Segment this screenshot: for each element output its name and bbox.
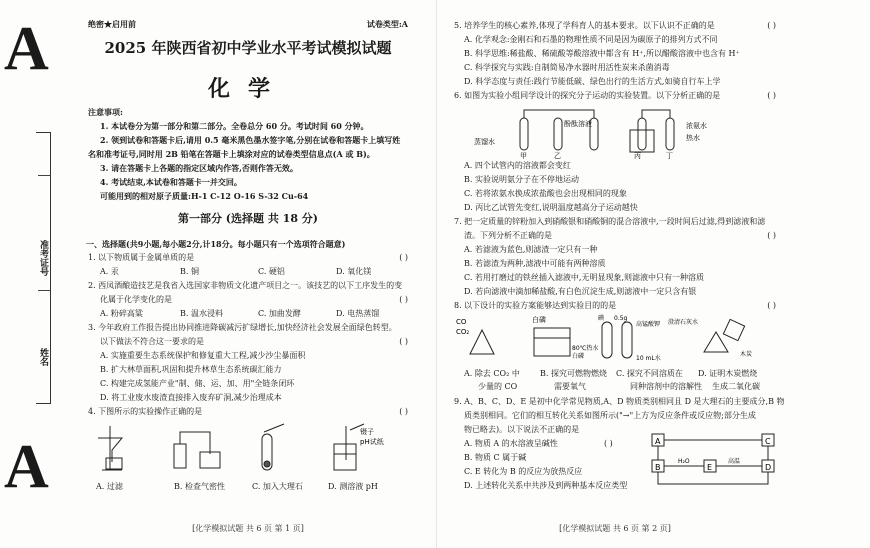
- q9-option-d[interactable]: D. 上述转化关系中共涉及到两种基本反应类型: [464, 481, 628, 490]
- q9-diagram: [652, 434, 774, 492]
- q5-option-a[interactable]: A. 化学观念:金刚石和石墨的物理性质不同是因为碳原子的排列方式不同: [464, 35, 718, 44]
- q5-option-b[interactable]: B. 科学思维:稀盐酸、稀硫酸等酸溶液中都含有 H⁺,所以醋酸溶液中也含有 H⁺: [464, 49, 740, 58]
- note-2b: 名和准考证号,同时用 2B 铅笔在答题卡上填涂对应的试卷类型信息点(A 或 B)。: [88, 149, 375, 159]
- filtration-figure: [98, 426, 122, 470]
- q7-stem-line2: 渣。下列分析不正确的是: [464, 231, 552, 240]
- q4-option-b[interactable]: B. 检查气密性: [174, 482, 225, 491]
- q4-option-a[interactable]: A. 过滤: [96, 482, 123, 491]
- q7-bracket: ( ): [767, 231, 776, 240]
- watermark-letter-bottom: A: [4, 433, 49, 501]
- atomic-masses: 可能用到的相对原子质量:H-1 C-12 O-16 S-32 Cu-64: [100, 191, 309, 201]
- q9-bracket: ( ): [604, 439, 613, 448]
- q8-label-white-phosphorus: 白磷: [532, 316, 546, 324]
- q1-option-b[interactable]: B. 铜: [180, 267, 199, 276]
- q3-option-d[interactable]: D. 将工业废水废渣直接排入废弃矿洞,减少治理成本: [100, 393, 282, 402]
- q3-option-a[interactable]: A. 实施重要生态系统保护和修复重大工程,减少沙尘暴面积: [100, 351, 306, 360]
- note-3: 3. 请在答题卡上各题的指定区域内作答,否则作答无效。: [100, 163, 298, 173]
- q8-option-c-cont: 同种溶剂中的溶解性: [630, 382, 702, 391]
- q4-ph-paper-label: pH试纸: [360, 438, 384, 446]
- q6-label-tube-3: 丙: [634, 152, 641, 160]
- q7-option-a[interactable]: A. 若滤液为蓝色,则滤渣一定只有一种: [464, 245, 598, 254]
- exam-title: 2025 年陕西省初中学业水平考试模拟试题: [104, 39, 392, 57]
- q4-option-c[interactable]: C. 加入大理石: [252, 482, 303, 491]
- q6-apparatus: [454, 104, 776, 158]
- q8-label-iodine: 碘: [598, 315, 605, 322]
- q7-option-d[interactable]: D. 若向滤液中滴加稀盐酸,有白色沉淀生成,则滤液中一定只含有银: [464, 287, 697, 296]
- q9-node-c: C: [765, 437, 771, 446]
- q3-bracket: ( ): [399, 337, 408, 346]
- q8-bracket: ( ): [767, 301, 776, 310]
- q8-apparatus: [454, 314, 776, 366]
- note-4: 4. 考试结束,本试卷和答题卡一并交回。: [100, 177, 242, 187]
- q8-option-b[interactable]: B. 探究可燃物燃烧: [540, 369, 607, 378]
- q8-label-hot-water: 80℃热水: [572, 345, 599, 352]
- q9-stem-line3: 物已略去)。以下说法不正确的是: [464, 425, 580, 434]
- exam-number-label: 准考证号: [38, 240, 48, 276]
- q6-label-hot-water: 热水: [686, 134, 700, 142]
- q5-bracket: ( ): [767, 21, 776, 30]
- q8-label-charcoal: 木炭: [740, 351, 753, 358]
- q8-option-c[interactable]: C. 探究不同溶质在: [616, 369, 683, 378]
- q1-option-c[interactable]: C. 硬铝: [258, 267, 285, 276]
- q5-option-c[interactable]: C. 科学探究与实践:自制简易净水器时用活性炭来杀菌消毒: [464, 63, 670, 72]
- section-intro: 一、选择题(共9小题,每小题2分,计18分。每小题只有一个选项符合题意): [86, 239, 346, 249]
- q6-label-water: 蒸馏水: [474, 138, 495, 146]
- q9-node-e: E: [707, 463, 713, 472]
- q6-label-tube-4: 丁: [666, 152, 673, 160]
- q6-option-b[interactable]: B. 实验说明氨分子在不停地运动: [464, 175, 579, 184]
- q8-label-co2: CO₂: [456, 328, 470, 336]
- q7-option-b[interactable]: B. 若滤渣为两种,滤液中可能有两种溶质: [464, 259, 606, 268]
- q7-option-c[interactable]: C. 若用打磨过的铁丝插入滤液中,无明显现象,则滤液中只有一种溶质: [464, 273, 705, 282]
- q1-option-a[interactable]: A. 汞: [100, 267, 119, 276]
- q9-node-a: A: [655, 437, 661, 446]
- q8-label-white-phosphorus-2: 白磷: [572, 353, 585, 360]
- q4-figures: [88, 424, 408, 479]
- q6-option-c[interactable]: C. 若将浓氨水换成浓盐酸也会出现相同的现象: [464, 189, 627, 198]
- note-1: 1. 本试卷分为第一部分和第二部分。全卷总分 60 分。考试时间 60 分钟。: [100, 121, 369, 131]
- footer-right: [化学模拟试题 共 6 页 第 2 页]: [559, 524, 671, 533]
- q2-bracket: ( ): [399, 295, 408, 304]
- q6-option-a[interactable]: A. 四个试管内的溶液都会变红: [464, 161, 571, 170]
- q9-option-b[interactable]: B. 物质 C 属于碱: [464, 453, 527, 462]
- note-2: 2. 领到试卷和答题卡后,请用 0.5 毫米黑色墨水签字笔,分别在试卷和答题卡上填写姓: [100, 135, 401, 145]
- q9-option-a[interactable]: A. 物质 A 的水溶液呈碱性: [464, 439, 558, 448]
- divider: [38, 290, 50, 291]
- add-marble-figure: [262, 424, 284, 470]
- watermark-letter-top: A: [4, 15, 49, 83]
- q5-option-d[interactable]: D. 科学态度与责任:践行节能低碳、绿色出行的生活方式,如骑自行车上学: [464, 77, 721, 86]
- q8-label-permanganate: 高锰酸钾: [636, 321, 661, 328]
- q8-option-d-cont: 生成二氧化碳: [712, 382, 760, 391]
- q9-water-label: H₂O: [678, 458, 690, 465]
- airtight-check-figure: [174, 432, 220, 468]
- q2-option-a[interactable]: A. 粉碎高粱: [100, 309, 143, 318]
- q7-stem-line1: 7. 把一定质量的锌粉加入到硝酸银和硝酸铜的混合溶液中,一段时间后过滤,得到滤液和滤: [454, 217, 766, 226]
- divider: [38, 175, 50, 176]
- q8-label-co: CO: [456, 318, 467, 326]
- footer-left: [化学模拟试题 共 6 页 第 1 页]: [192, 524, 304, 533]
- q9-node-b: B: [655, 463, 661, 472]
- page-divider: [436, 0, 437, 548]
- q9-high-temp-label: 高温: [728, 458, 741, 465]
- q9-node-d: D: [765, 463, 772, 472]
- q8-label-mass: 0.5g: [614, 315, 628, 322]
- q2-stem-line1: 2. 西凤酒酿造技艺是我省入选国家非物质文化遗产项目之一。该技艺的以下工序发生的变: [88, 281, 403, 290]
- q2-option-c[interactable]: C. 加曲发酵: [258, 309, 301, 318]
- q6-label-tube-1: 甲: [520, 152, 527, 160]
- q8-option-a[interactable]: A. 除去 CO₂ 中: [464, 369, 520, 378]
- q1-option-d[interactable]: D. 氧化镁: [336, 267, 372, 276]
- q6-option-d[interactable]: D. 丙比乙试管先变红,说明温度越高分子运动越快: [464, 203, 638, 212]
- q8-label-limewater: 澄清石灰水: [668, 319, 699, 326]
- q4-bracket: ( ): [399, 407, 408, 416]
- q8-option-b-cont: 需要氧气: [554, 382, 586, 391]
- q6-label-ammonia: 浓氨水: [686, 122, 707, 130]
- q8-option-a-cont: 少量的 CO: [478, 382, 518, 391]
- q6-label-phenolphthalein: 酚酞溶液: [564, 120, 592, 128]
- q2-stem-line2: 化属于化学变化的是: [100, 295, 172, 304]
- notes-title: 注意事项:: [88, 107, 123, 117]
- part1-heading: 第一部分 (选择题 共 18 分): [177, 212, 319, 225]
- confidential-mark: 绝密★启用前: [88, 19, 136, 29]
- q3-stem-line2: 以下做法不符合这一要求的是: [100, 337, 204, 346]
- q6-label-tube-2: 乙: [554, 152, 561, 160]
- q3-stem-line1: 3. 今年政府工作报告提出协同推进降碳减污扩绿增长,加快经济社会发展全面绿色转型。: [88, 323, 397, 332]
- q4-tweezers-label: 镊子: [360, 428, 374, 436]
- q1-stem: 1. 以下物质属于金属单质的是: [88, 253, 195, 262]
- q6-stem: 6. 如图为实验小组同学设计的探究分子运动的实验装置。以下分析正确的是: [454, 91, 721, 100]
- subject-title: 化学: [207, 76, 288, 102]
- q1-bracket: ( ): [399, 253, 408, 262]
- q3-option-c[interactable]: C. 构建完成氢能产业"制、储、运、加、用"全链条闭环: [100, 379, 295, 388]
- q2-option-b[interactable]: B. 温水浸料: [180, 309, 223, 318]
- q9-option-c[interactable]: C. E 转化为 B 的反应为放热反应: [464, 467, 583, 476]
- q9-stem-line1: 9. A、B、C、D、E 是初中化学常见物质,A、D 物质类别相同且 D 是大理石的主要成分,B 物: [454, 397, 785, 406]
- q2-option-d[interactable]: D. 电热蒸馏: [336, 309, 380, 318]
- q8-stem: 8. 以下设计的实验方案能够达到实验目的的是: [454, 301, 617, 310]
- q8-option-d[interactable]: D. 证明木炭燃烧: [698, 369, 758, 378]
- q6-bracket: ( ): [767, 91, 776, 100]
- name-label: 姓名: [38, 348, 48, 366]
- paper-type: 试卷类型:A: [366, 19, 408, 29]
- q5-stem: 5. 培养学生的核心素养,体现了学科育人的基本要求。以下认识不正确的是: [454, 21, 715, 30]
- q8-label-water-volume: 10 mL水: [636, 355, 661, 362]
- q9-stem-line2: 质类别相同。它们的相互转化关系如图所示("→"上方为反应条件或反应物;部分生成: [464, 411, 756, 420]
- q3-option-b[interactable]: B. 扩大林草面积,巩固和提升林草生态系统碳汇能力: [100, 365, 282, 374]
- q4-option-d[interactable]: D. 测溶液 pH: [328, 482, 378, 491]
- q4-stem: 4. 下图所示的实验操作正确的是: [88, 407, 203, 416]
